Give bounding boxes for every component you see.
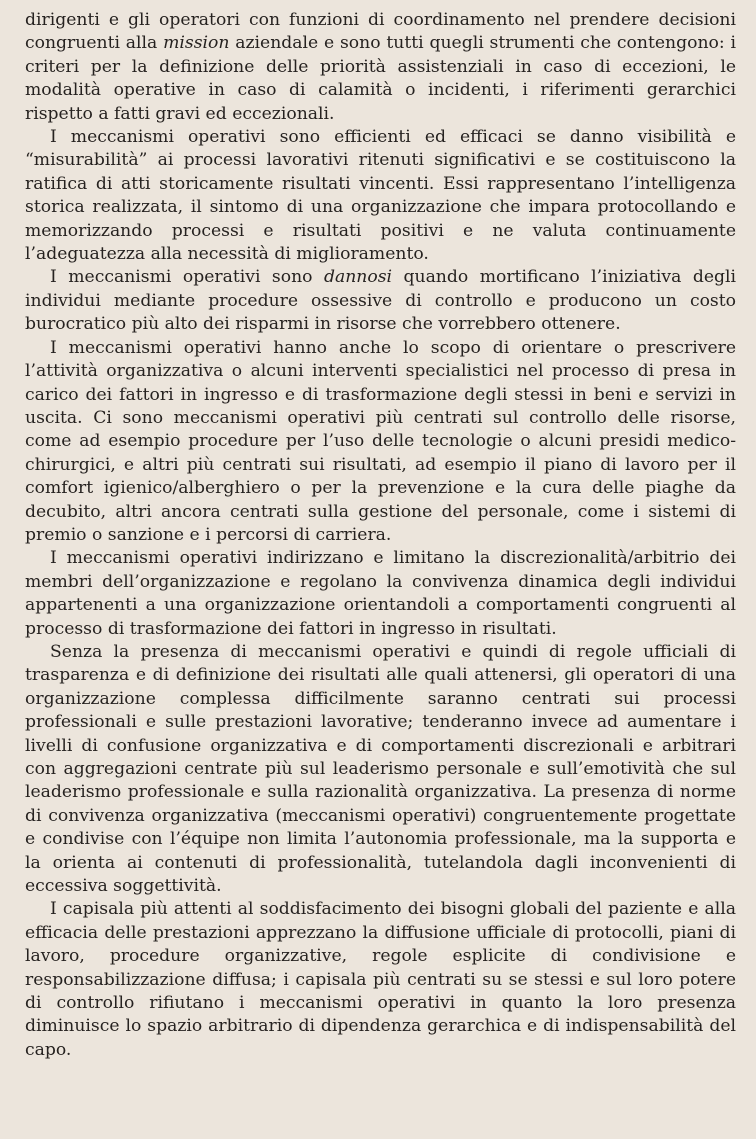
- paragraph-capisala: [25, 898, 736, 1062]
- p3-text-2: quando mortificano l’iniziativa degli individui mediante procedure ossessive di controllo e producono un costo burocratico più alto dei risparmi in risorse che vorrebbero ottenere.: [25, 267, 736, 335]
- p3-italic-dannosi: dannosi: [323, 267, 393, 288]
- paragraph-continuation: [25, 9, 736, 126]
- p1-text-1: dirigenti e gli operatori con funzioni di coordinamento nel prendere decisioni congruenti alla: [25, 10, 736, 54]
- paragraph-trasparenza: [25, 641, 736, 898]
- p1-italic-mission: mission: [163, 33, 230, 54]
- paragraph-scopo: [25, 337, 736, 548]
- p4-text: I meccanismi operativi hanno anche lo scopo di orientare o prescrivere l’attività organizzativa o alcuni interventi specialistici nel processo di presa in carico dei fattori in ingresso e di trasformazione degli stessi in beni e servizi in uscita. Ci sono meccanismi operativi più centrati sul controllo delle risorse, come ad esempio procedure per l’uso delle tecnologie o alcuni presidi medico-chirurgici, e altri più centrati sui risultati, ad esempio il piano di lavoro per il comfort igienico/alberghiero o per la prevenzione e la cura delle piaghe da decubito, altri ancora centrati sulla gestione del personale, come i sistemi di premio o sanzione e i percorsi di carriera.: [25, 337, 736, 545]
- p3-text-1: I meccanismi operativi sono: [50, 267, 324, 288]
- p1-text-2: aziendale e sono tutti quegli strumenti che contengono: i criteri per la definizione delle priorità assistenziali in caso di eccezioni, le modalità operative in caso di calamità o incidenti, i riferimenti gerarchici rispetto a fatti gravi ed eccezionali.: [25, 33, 736, 124]
- paragraph-efficienza: [25, 126, 736, 266]
- paragraph-discrezionalita: [25, 547, 736, 641]
- paragraph-dannosi: [25, 266, 736, 336]
- p2-text: I meccanismi operativi sono efficienti ed efficaci se danno visibilità e “misurabilità” ai processi lavorativi ritenuti significativi e se costituiscono la ratifica di atti storicamente risultati vincenti. Essi rappresentano l’intelligenza storica realizzata, il sintomo di una organizzazione che impara protocollando e memorizzando processi e risultati positivi e ne valuta continuamente l’adeguatezza alla necessità di miglioramento.: [25, 127, 736, 265]
- p6-text: Senza la presenza di meccanismi operativi e quindi di regole ufficiali di trasparenza e di definizione dei risultati alle quali attenersi, gli operatori di una organizzazione complessa difficilmente saranno centrati sui processi professionali e sulle prestazioni lavorative; tenderanno invece ad aumentare i livelli di confusione organizzativa e di comportamenti discrezionali e arbitrari con aggregazioni centrate più sul leaderismo personale e sull’emotività che sul leaderismo professionale e sulla razionalità organizzativa. La presenza di norme di convivenza organizzativa (meccanismi operativi) congruentemente progettate e condivise con l’équipe non limita l’autonomia professionale, ma la supporta e la orienta ai contenuti di professionalità, tutelandola dagli inconvenienti di eccessiva soggettività.: [25, 641, 736, 897]
- p7-text: I capisala più attenti al soddisfacimento dei bisogni globali del paziente e alla efficacia delle prestazioni apprezzano la diffusione ufficiale di protocolli, piani di lavoro, procedure organizzative, regole esplicite di condivisione e responsabilizzazione diffusa; i capisala più centrati su se stessi e sul loro potere di controllo rifiutano i meccanismi operativi in quanto la loro presenza diminuisce lo spazio arbitrario di dipendenza gerarchica e di indispensabilità del capo.: [25, 899, 736, 1060]
- p5-text: I meccanismi operativi indirizzano e limitano la discrezionalità/arbitrio dei membri dell’organizzazione e regolano la convivenza dinamica degli individui appartenenti a una organizzazione orientandoli a comportamenti congruenti al processo di trasformazione dei fattori in ingresso in risultati.: [25, 548, 736, 639]
